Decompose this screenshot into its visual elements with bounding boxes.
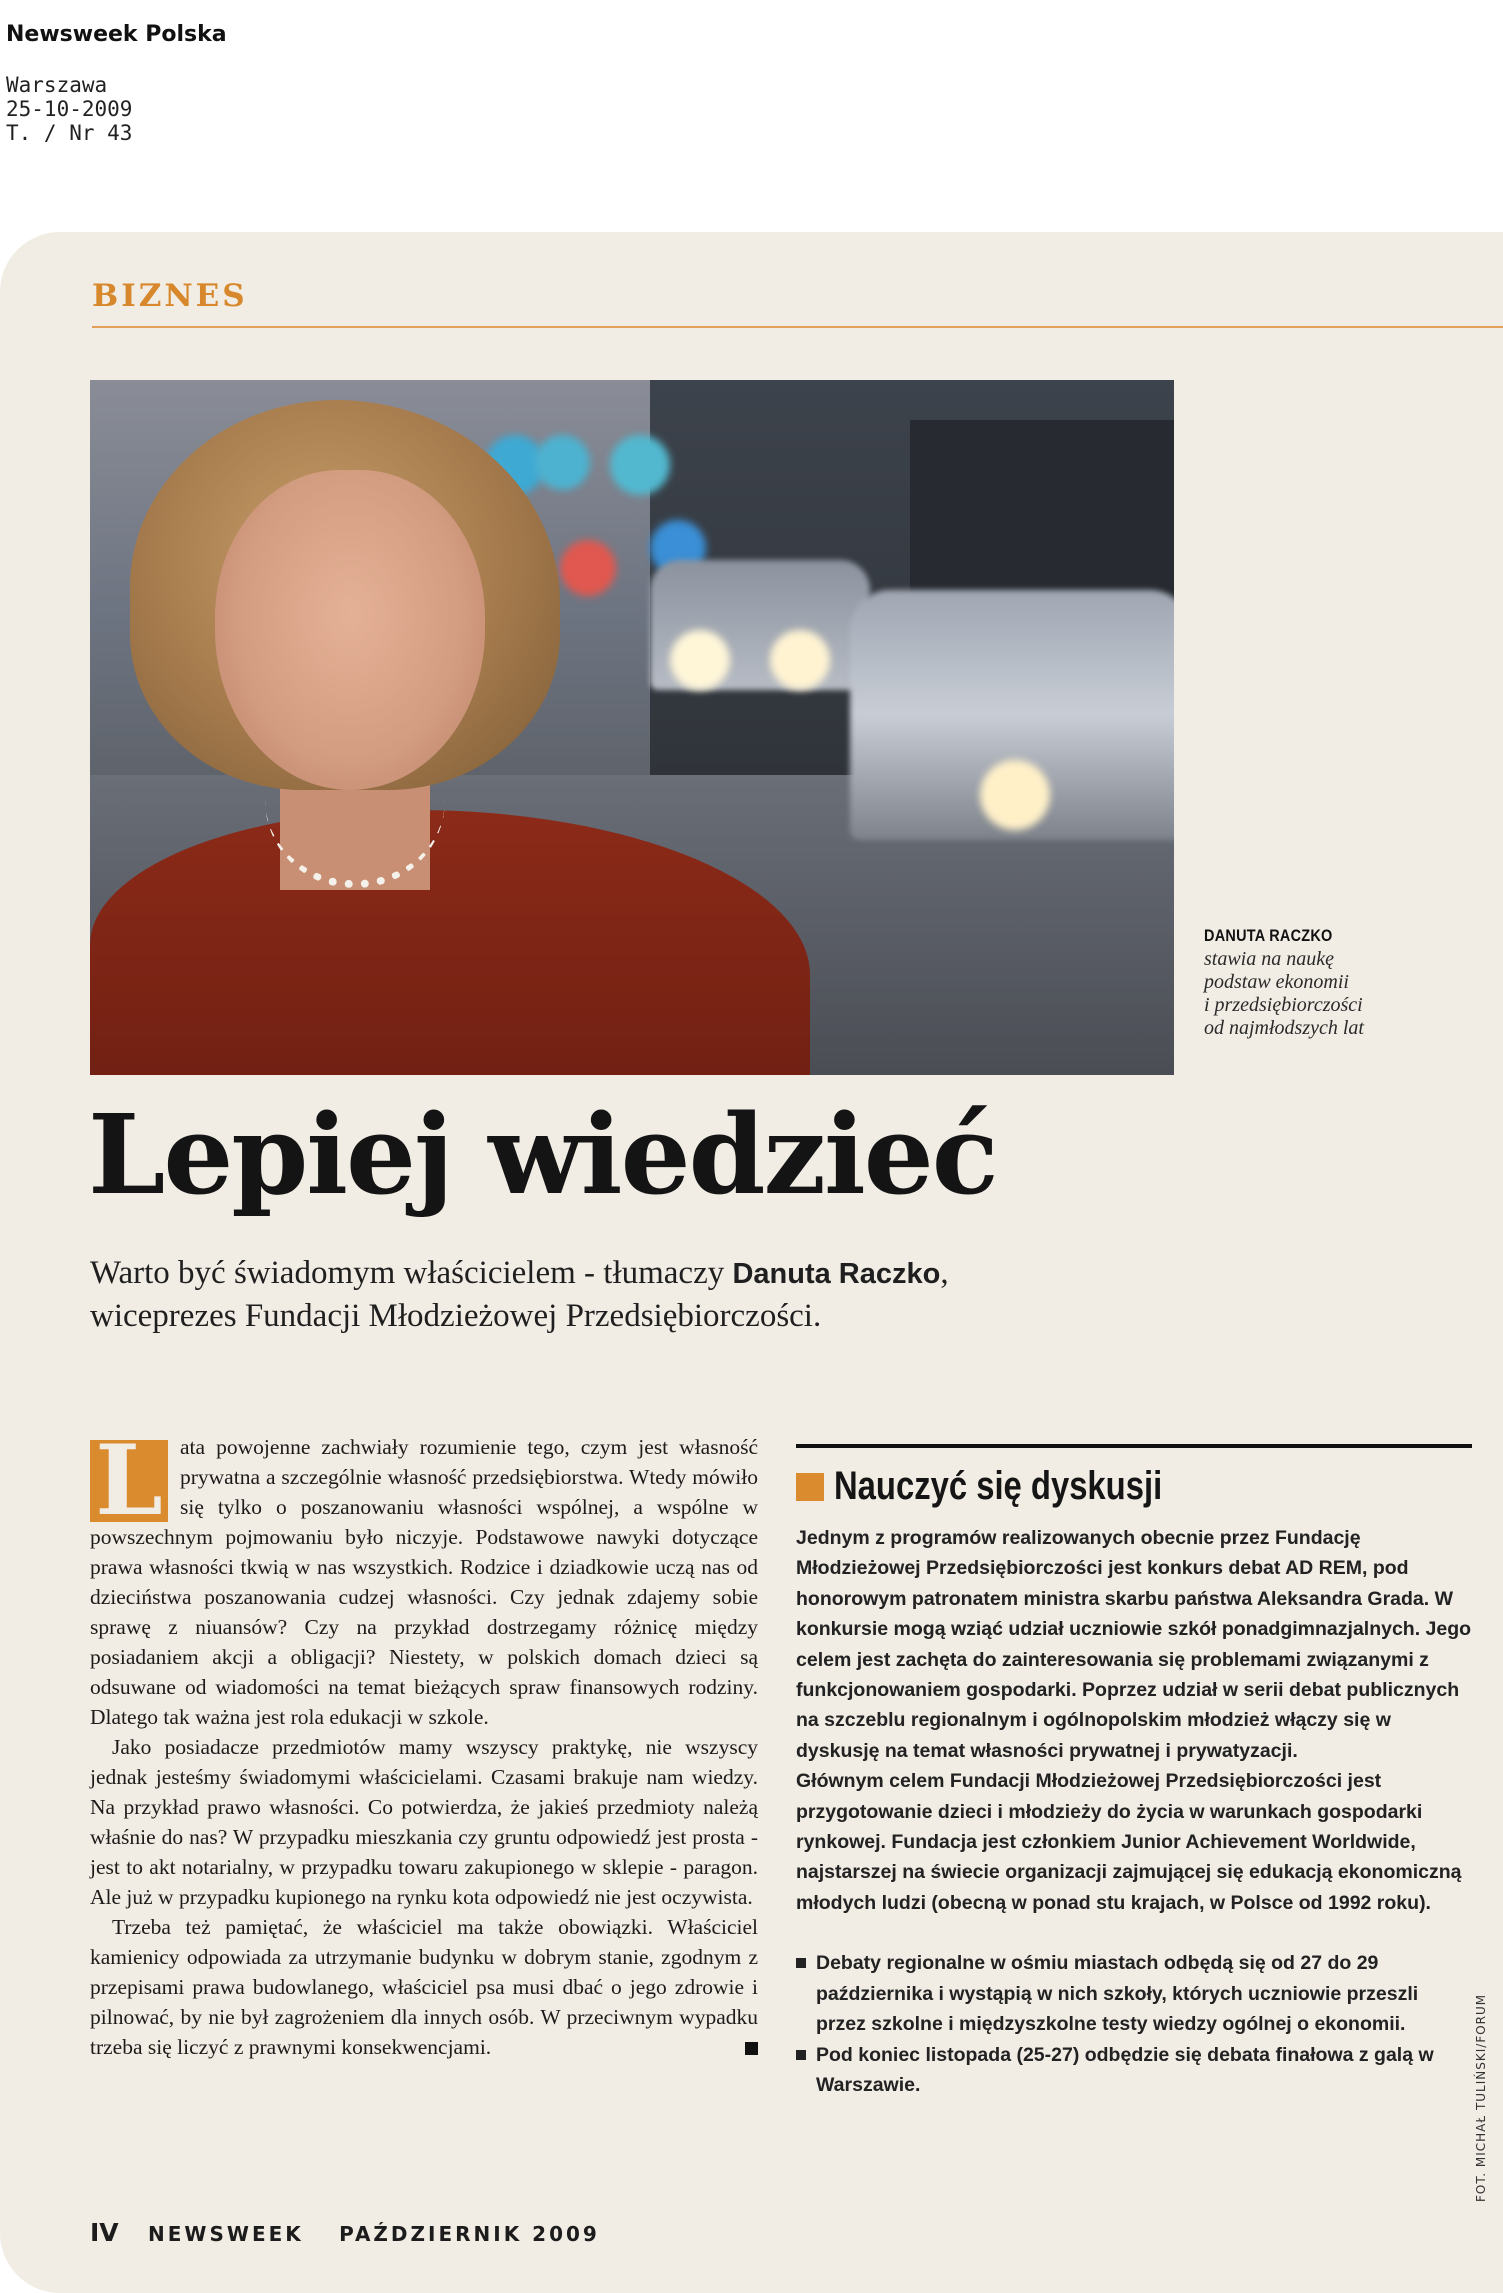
caption-text: stawia na naukę podstaw ekonomii i przedsiębiorczości od najmłodszych lat [1204, 948, 1364, 1039]
clipping-header [6, 22, 227, 145]
list-item: Debaty regionalne w ośmiu miastach odbędą się od 27 do 29 października i wystąpią w nich szkoły, których uczniowie przeszli przez szkolne i międzyszkolne testy wiedzy ogólnej o ekonomii. [796, 1948, 1472, 2039]
photo-caption [1204, 926, 1444, 1040]
photo-credit: FOT. MICHAŁ TULIŃSKI/FORUM [1474, 1993, 1488, 2202]
publication-meta [6, 73, 227, 145]
drop-cap: L [90, 1440, 168, 1522]
article-lede [90, 1252, 1090, 1337]
portrait-photo [90, 380, 1174, 1075]
caption-name: DANUTA RACZKO [1204, 926, 1333, 945]
publication-name: Newsweek Polska [6, 22, 227, 47]
sidebar-heading [796, 1464, 1472, 1509]
magazine-page [0, 232, 1503, 2293]
sidebar-text [796, 1523, 1472, 1918]
list-item: Pod koniec listopada (25-27) odbędzie się debata finałowa z galą w Warszawie. [796, 2040, 1472, 2101]
article-body [90, 1424, 758, 2062]
footer-brand: NEWSWEEK [148, 2222, 304, 2246]
end-mark-icon [745, 2042, 758, 2055]
section-label: BIZNES [92, 278, 248, 314]
footer-date: PAŹDZIERNIK 2009 [339, 2222, 600, 2246]
page-number: IV [90, 2218, 119, 2247]
section-divider [92, 326, 1503, 328]
lede-text: Warto być świadomym właścicielem - tłumaczy [90, 1255, 733, 1291]
sidebar-bullet-list [796, 1948, 1472, 2100]
article-title: Lepiej wiedzieć [88, 1090, 997, 1219]
sidebar-paragraph: Głównym celem Fundacji Młodzieżowej Przedsiębiorczości jest przygotowanie dzieci i młodzieży do życia w warunkach gospodarki rynkowej. Fundacja jest członkiem Junior Achievement Worldwide, najstarszej na świecie organizacji zajmującej się edukacją ekonomiczną młodych ludzi (obecną w ponad stu krajach, w Polsce od 1992 roku). [796, 1770, 1462, 1914]
body-paragraph: Trzeba też pamiętać, że właściciel ma także obowiązki. Właściciel kamienicy odpowiada za utrzymanie budynku w dobrym stanie, zgodnym z przepisami prawa budowlanego, właściciel psa musi dbać o jego zdrowie i pilnować, by nie był zagrożeniem dla innych osób. W przeciwnym wypadku trzeba się liczyć z prawnymi konsekwencjami. [90, 1915, 758, 2059]
sidebar-title: Nauczyć się dyskusji [834, 1464, 1163, 1508]
sidebar-box [796, 1444, 1472, 2100]
page-footer [90, 2218, 600, 2247]
orange-square-icon [796, 1473, 824, 1501]
sidebar-paragraph: Jednym z programów realizowanych obecnie przez Fundację Młodzieżowej Przedsiębiorczości jest konkurs debat AD REM, pod honorowym patronatem ministra skarbu państwa Aleksandra Grada. W konkursie mogą wziąć udział uczniowie szkół ponadgimnazjalnych. Jego celem jest zachęta do zainteresowania się problemami związanymi z funkcjonowaniem gospodarki. Poprzez udział w serii debat publicznych na szczeblu regionalnym i ogólnopolskim młodzież włączy się w dyskusję na temat własności prywatnej i prywatyzacji. [796, 1527, 1472, 1762]
lede-text-end: , wiceprezes Fundacji Młodzieżowej Przedsiębiorczości. [90, 1255, 949, 1334]
city: Warszawa [6, 73, 108, 97]
body-paragraph: Jako posiadacze przedmiotów mamy wszyscy praktykę, nie wszyscy jednak jesteśmy świadomymi właścicielami. Czasami brakuje nam wiedzy. Na przykład prawo własności. Co potwierdza, że jakieś przedmioty należą właśnie do nas? W przypadku mieszkania czy gruntu odpowiedź jest prosta - jest to akt notarialny, w przypadku towaru zakupionego w sklepie - paragon. Ale już w przypadku kupionego na rynku kota odpowiedź nie jest oczywista. [90, 1735, 758, 1909]
lede-name: Danuta Raczko [732, 1258, 941, 1290]
issue-date: 25-10-2009 [6, 97, 133, 121]
body-paragraph: ata powojenne zachwiały rozumienie tego, czym jest własność prywatna a szczególnie własność przedsiębiorstwa. Wtedy mówiło się tylko o poszanowaniu własności wspólnej, a wspólne w powszechnym pojmowaniu było niczyje. Podstawowe nawyki dotyczące prawa własności tkwią w nas wszystkich. Rodzice i dziadkowie uczą nas od dzieciństwa poszanowania cudzej własności. Czy jednak zdajemy sobie sprawę z niuansów? Czy na przykład dostrzegamy różnicę między posiadaniem akcji a obligacji? Niestety, w polskich domach dzieci są odsuwane od wiadomości na temat bieżących spraw finansowych rodziny. Dlatego tak ważna jest rola edukacji w szkole. [90, 1435, 758, 1729]
bullet-icon [796, 1958, 806, 1968]
issue-number: T. / Nr 43 [6, 121, 133, 145]
sidebar-rule [796, 1444, 1472, 1448]
bullet-icon [796, 2050, 806, 2060]
